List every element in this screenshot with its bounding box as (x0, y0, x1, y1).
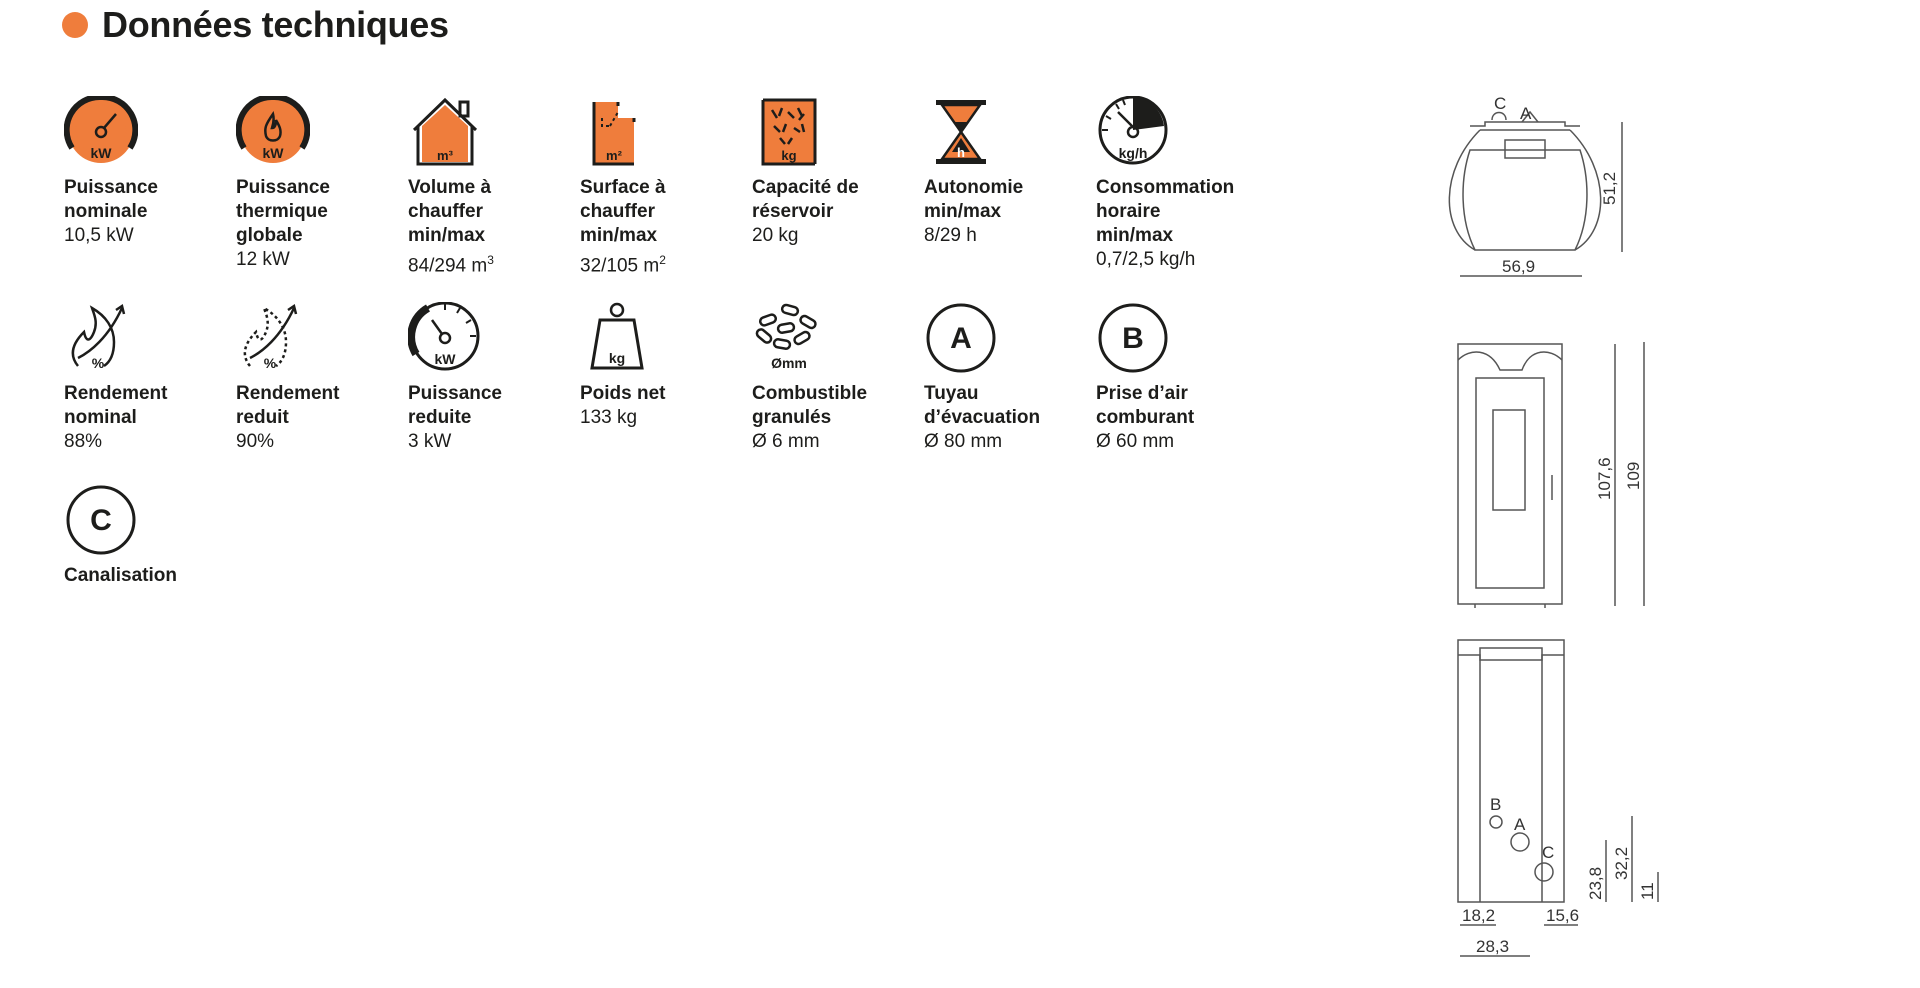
svg-text:A: A (950, 322, 972, 355)
spec-value: 10,5 kW (64, 225, 134, 246)
dim-right-offset: 15,6 (1546, 906, 1580, 925)
spec-hourly-consumption (1096, 96, 1264, 272)
section-heading (62, 4, 449, 46)
spec-label: Puissance thermique globale (236, 177, 330, 246)
back-view-label-a: A (1514, 815, 1526, 834)
top-view-label-c: C (1494, 94, 1507, 113)
top-view-label-a: A (1520, 104, 1532, 123)
svg-text:h: h (957, 145, 965, 160)
svg-text:kW: kW (434, 351, 456, 367)
top-view-drawing (1449, 112, 1600, 250)
spec-label: Puissance reduite (408, 383, 502, 428)
dim-depth-top: 51,2 (1600, 171, 1619, 205)
svg-text:kW: kW (262, 145, 284, 161)
svg-text:m²: m² (606, 148, 622, 163)
heating-volume-icon (408, 96, 482, 170)
bullet-dot (62, 12, 88, 38)
spec-label: Autonomie min/max (924, 177, 1024, 222)
spec-tank-capacity (752, 96, 920, 248)
back-view-label-c: C (1542, 843, 1555, 862)
spec-net-weight (580, 302, 748, 430)
spec-pellet-fuel (752, 302, 920, 454)
back-view-label-b: B (1490, 795, 1502, 814)
hourly-consumption-icon (1096, 96, 1170, 170)
nominal-efficiency-icon (64, 302, 138, 376)
spec-label: Puissance nominale (64, 177, 158, 222)
spec-nominal-efficiency (64, 302, 232, 454)
svg-text:%: % (263, 355, 277, 371)
spec-value: Ø 80 mm (924, 431, 1003, 452)
pellets-icon (752, 302, 826, 376)
spec-label: Rendement reduit (236, 383, 340, 428)
spec-value: 32/105 $m^2$ (580, 253, 666, 277)
spec-ducting (64, 484, 232, 588)
global-thermal-power-icon (236, 96, 310, 170)
dim-width-top: 56,9 (1502, 257, 1536, 276)
dim-a-height: 23,8 (1586, 866, 1605, 900)
spec-value: 12 kW (236, 249, 290, 270)
reduced-efficiency-icon (236, 302, 310, 376)
spec-label: Consommation horaire min/max (1096, 177, 1235, 246)
spec-value: 8/29 h (924, 225, 977, 246)
spec-value: Ø 6 mm (752, 431, 820, 452)
spec-nominal-power (64, 96, 232, 248)
svg-text:kg: kg (608, 350, 626, 366)
spec-label: Tuyau d’évacuation (924, 383, 1041, 428)
spec-value: 88% (64, 431, 103, 452)
hourglass-icon (924, 96, 998, 170)
spec-value: 133 kg (580, 407, 638, 428)
front-view-drawing (1458, 344, 1562, 608)
spec-heating-surface (580, 96, 748, 278)
spec-reduced-efficiency (236, 302, 404, 454)
reduced-power-icon (408, 302, 482, 376)
svg-text:B: B (1122, 322, 1144, 355)
dim-total-height: 109 (1624, 461, 1643, 490)
spec-heating-volume (408, 96, 576, 278)
spec-exhaust-pipe (924, 302, 1092, 454)
spec-label: Canalisation (64, 565, 177, 586)
dim-total-offset: 28,3 (1476, 937, 1510, 956)
spec-value: 90% (236, 431, 275, 452)
spec-value: 20 kg (752, 225, 799, 246)
letter-a-icon (924, 302, 998, 376)
spec-value: 3 kW (408, 431, 452, 452)
spec-value: 0,7/2,5 kg/h (1096, 249, 1196, 270)
spec-global-power (236, 96, 404, 272)
weight-icon (580, 302, 654, 376)
dim-left-offset: 18,2 (1462, 906, 1496, 925)
svg-text:kg/h: kg/h (1118, 145, 1148, 161)
spec-label: Volume à chauffer min/max (408, 177, 492, 246)
svg-text:Ømm: Ømm (771, 355, 807, 371)
dimension-drawings (1430, 80, 1690, 980)
spec-autonomy (924, 96, 1092, 248)
svg-text:C: C (90, 504, 112, 537)
spec-label: Combustible granulés (752, 383, 868, 428)
spec-label: Poids net (580, 383, 666, 404)
dim-b-height: 32,2 (1612, 846, 1631, 880)
spec-combustion-air-intake (1096, 302, 1264, 454)
back-view-drawing (1458, 640, 1564, 902)
nominal-power-icon (64, 96, 138, 170)
tank-capacity-icon (752, 96, 826, 170)
spec-value: Ø 60 mm (1096, 431, 1175, 452)
svg-text:m³: m³ (437, 148, 453, 163)
spec-label: Prise d’air comburant (1096, 383, 1195, 428)
letter-b-icon (1096, 302, 1170, 376)
spec-label: Capacité de réservoir (752, 177, 859, 222)
spec-reduced-power (408, 302, 576, 454)
spec-value: 84/294 $m^3$ (408, 253, 494, 277)
spec-label: Surface à chauffer min/max (580, 177, 666, 246)
dim-body-height: 107,6 (1595, 457, 1614, 500)
dim-c-height: 11 (1638, 882, 1657, 900)
heating-surface-icon (580, 96, 654, 170)
spec-label: Rendement nominal (64, 383, 168, 428)
svg-text:kg: kg (781, 148, 797, 163)
page-title: Données techniques (102, 4, 449, 45)
svg-text:%: % (91, 355, 105, 371)
letter-c-icon (64, 484, 138, 558)
svg-text:kW: kW (90, 145, 112, 161)
